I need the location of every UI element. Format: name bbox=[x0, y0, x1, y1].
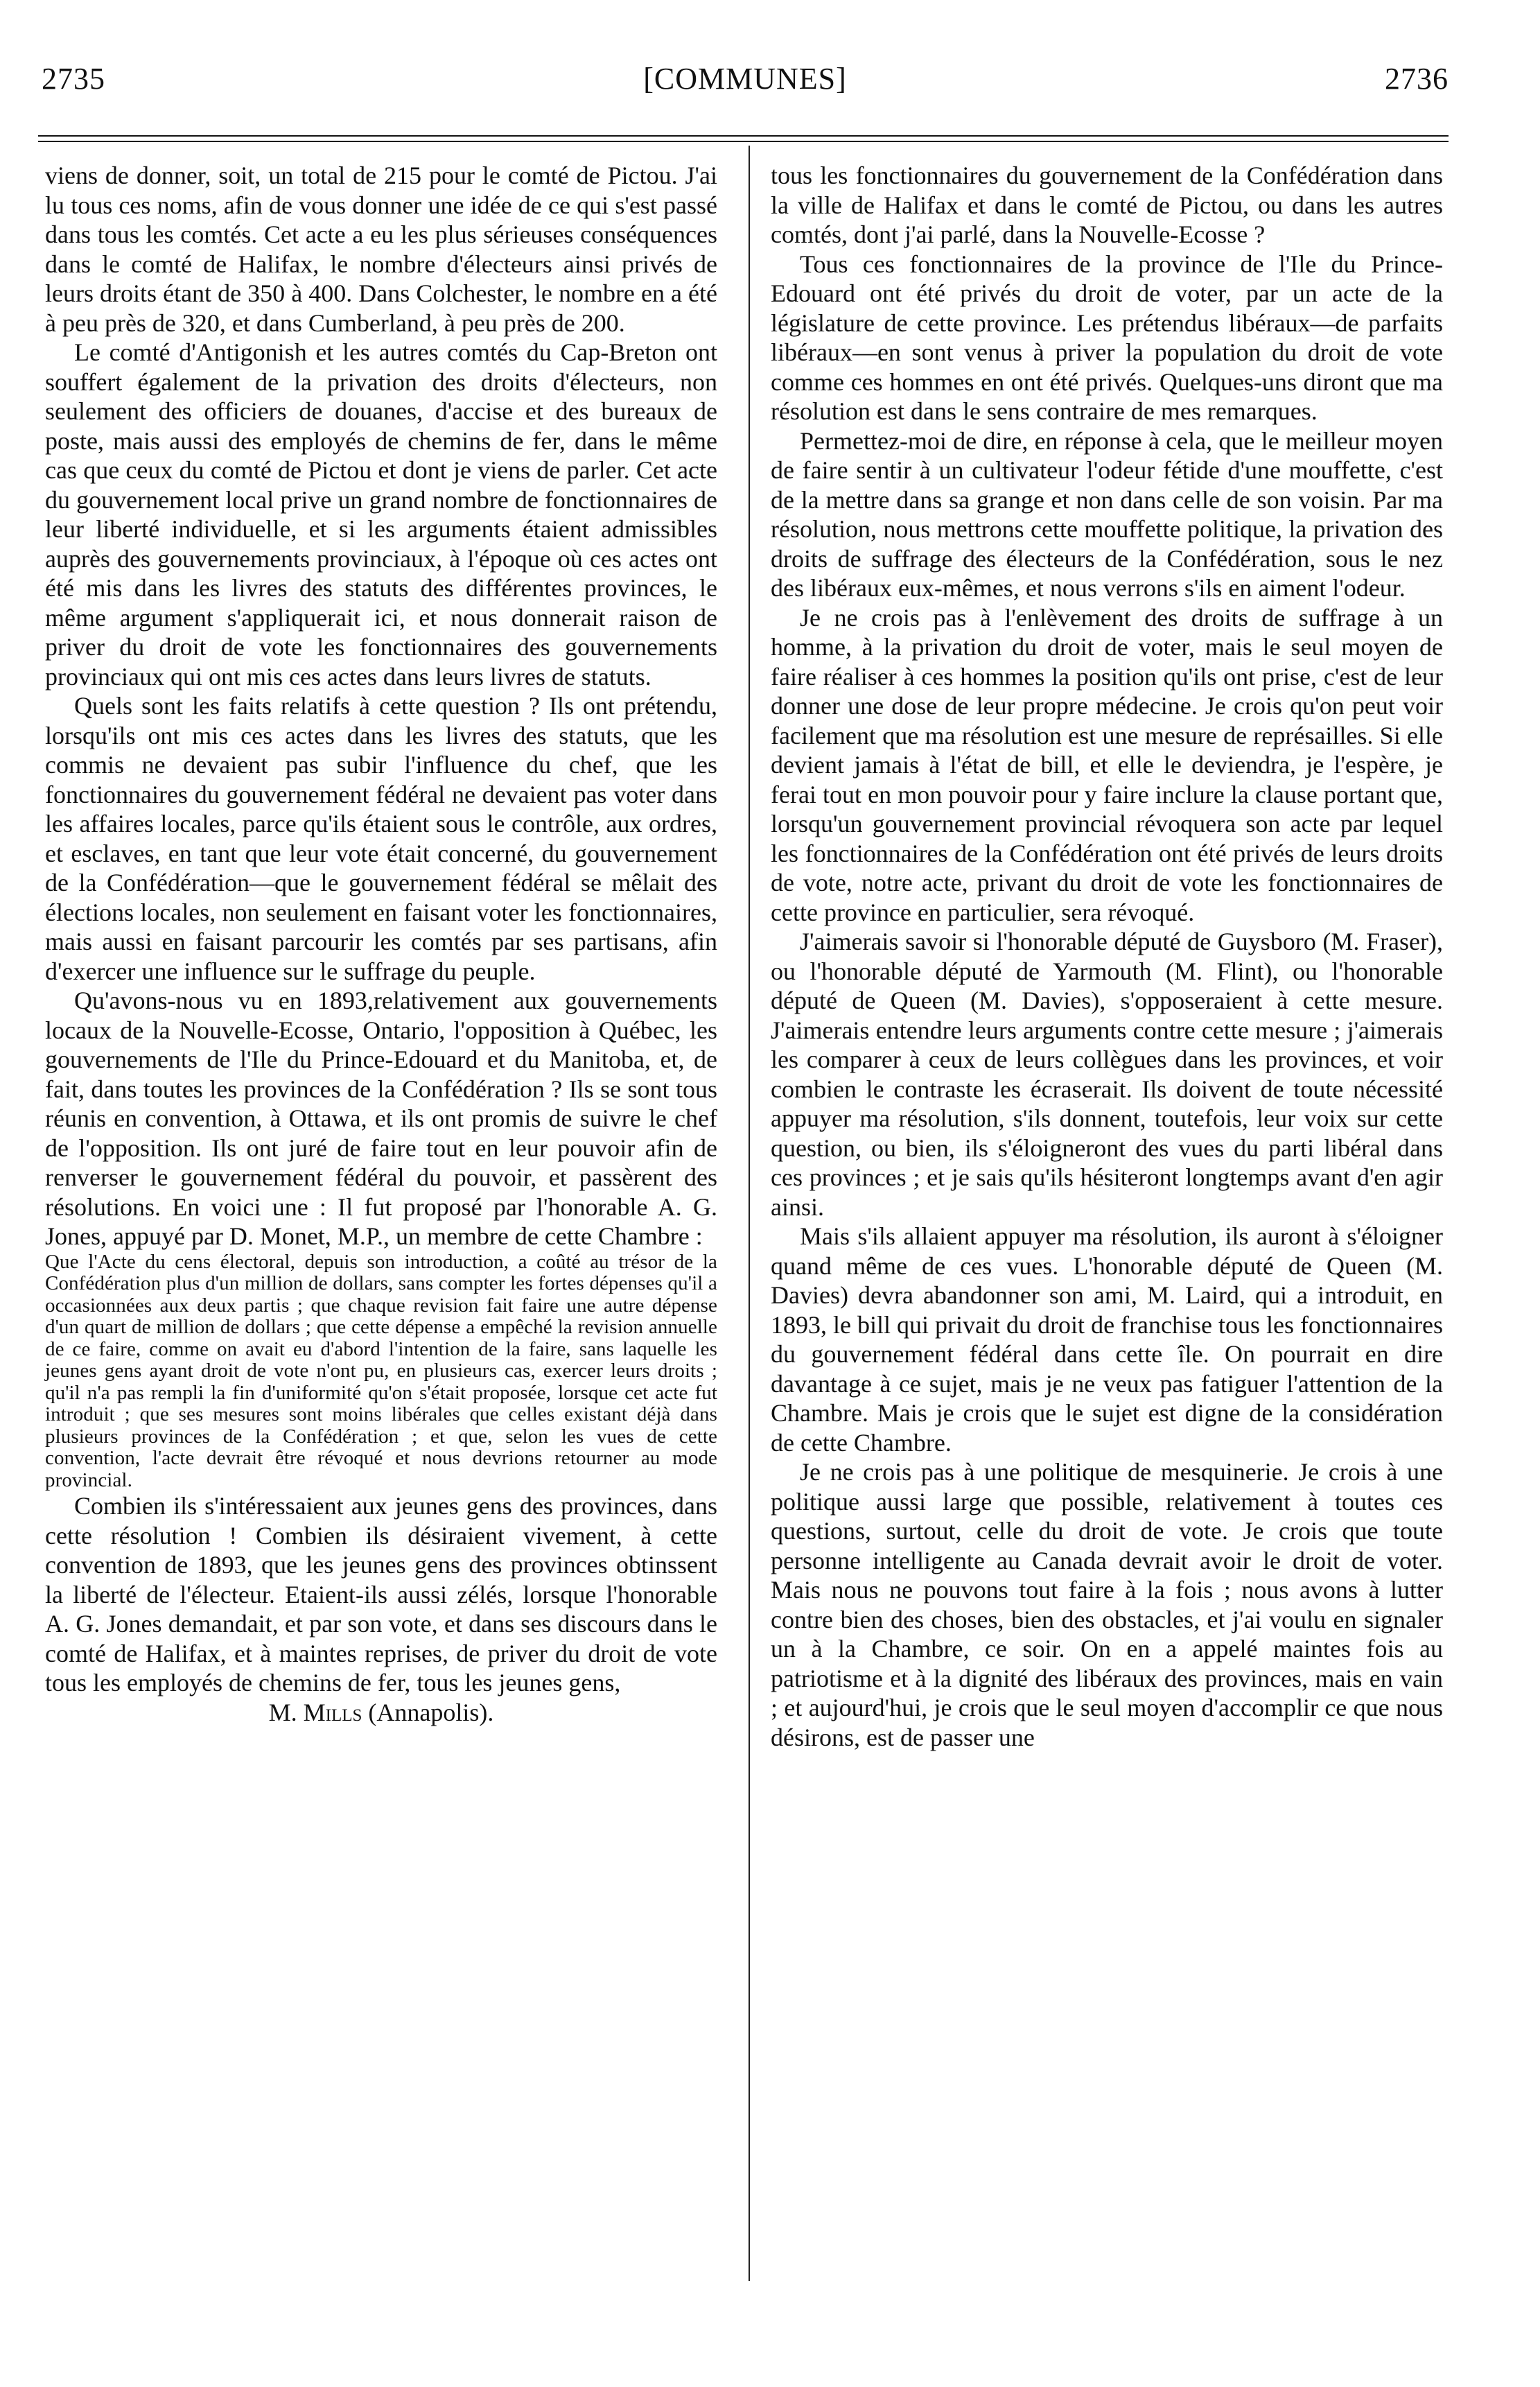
page-number-left: 2735 bbox=[42, 62, 105, 96]
right-column bbox=[771, 161, 1443, 1752]
speaker-signature bbox=[45, 1698, 717, 1728]
paragraph: Qu'avons-nous vu en 1893,relativement aux gouvernements locaux de la Nouvelle-Ecosse, Ontario, l'opposition à Québec, les gouvernements de l'Ile du Prince-Edouard et du Manitoba, et, de fait, dans toutes les provinces de la Confédération ? Ils se sont tous réunis en convention, à Ottawa, et ils ont promis de suivre le chef de l'opposition. Ils ont juré de faire tout en leur pouvoir afin de renverser le gouvernement fédéral du pouvoir, et passèrent des résolutions. En voici une : Il fut proposé par l'honorable A. G. Jones, appuyé par D. Monet, M.P., un membre de cette Chambre : bbox=[45, 987, 717, 1250]
paragraph: viens de donner, soit, un total de 215 pour le comté de Pictou. J'ai lu tous ces noms, afin de vous donner une idée de ce qui s'est passé dans tous les comtés. Cet acte a eu les plus sérieuses conséquences dans le comté de Halifax, le nombre d'électeurs ainsi privés de leurs droits étant de 350 à 400. Dans Colchester, le nombre en a été à peu près de 320, et dans Cumberland, à peu près de 200. bbox=[45, 162, 717, 337]
paragraph: Le comté d'Antigonish et les autres comtés du Cap-Breton ont souffert également de la privation des droits d'électeurs, non seulement des officiers de douanes, d'accise et des bureaux de poste, mais aussi des employés de chemins de fer, dans le même cas que ceux du comté de Pictou et dont je viens de parler. Cet acte du gouvernement local prive un grand nombre de fonctionnaires de leur liberté individuelle, et si les arguments étaient admissibles auprès des gouvernements provinciaux, à l'époque où ces actes ont été mis dans les livres des statuts des différentes provinces, le même argument s'appliquerait ici, et nous donnerait raison de priver du droit de vote les fonctionnaires des gouvernements provinciaux qui ont mis ces actes dans leurs livres de statuts. bbox=[45, 338, 717, 691]
paragraph: tous les fonctionnaires du gouvernement de la Confédération dans la ville de Halifax et dans le comté de Pictou, ou dans les autres comtés, dont j'ai parlé, dans la Nouvelle-Ecosse ? bbox=[771, 162, 1443, 248]
paragraph: Je ne crois pas à une politique de mesquinerie. Je crois à une politique aussi large que possible, relativement à toutes ces questions, surtout, celle du droit de vote. Je crois que toute personne intelligente au Canada devrait avoir le droit de voter. Mais nous ne pouvons tout faire à la fois ; nous avons à lutter contre bien des choses, bien des obstacles, et j'ai voulu en signaler un à la Chambre, ce soir. On en a appelé maintes fois au patriotisme et à la dignité des libéraux des provinces, mais en vain ; et aujourd'hui, je crois que le seul moyen d'accomplir ce que nous désirons, est de passer une bbox=[771, 1458, 1443, 1751]
quoted-resolution: Que l'Acte du cens électoral, depuis son introduction, a coûté au trésor de la Confédération plus d'un million de dollars, sans compter les fortes dépenses qu'il a occasionnées aux deux partis ; que chaque revision fait faire une autre dépense d'un quart de million de dollars ; que cette dépense a empêché la revision annuelle de ce faire, comme on avait eu d'abord l'intention de la faire, sans laquelle les jeunes gens ayant droit de vote n'ont pu, en plusieurs cas, exercer leurs droits ; qu'il n'a pas rempli la fin d'uniformité qu'on s'était proposée, lorsque cet acte fut introduit ; que ses mesures sont moins libérales que celles existant déjà dans plusieurs provinces de la Confédération ; et que, selon les vues de cette convention, l'acte devrait être révoqué et nous devrions retourner au mode provincial. bbox=[45, 1250, 717, 1491]
left-column bbox=[45, 161, 717, 1727]
running-title: [COMMUNES] bbox=[643, 62, 847, 96]
paragraph: Tous ces fonctionnaires de la province de l'Ile du Prince-Edouard ont été privés du droit de voter, par un acte de la législature de cette province. Les prétendus libéraux—de parfaits libéraux—en sont venus à priver la population du droit de vote comme ces hommes en ont été privés. Quelques-uns diront que ma résolution est dans le sens contraire de mes remarques. bbox=[771, 250, 1443, 425]
paragraph: Combien ils s'intéressaient aux jeunes gens des provinces, dans cette résolution ! Combien ils désiraient vivement, à cette convention de 1893, que les jeunes gens des provinces obtinssent la liberté de l'électeur. Etaient-ils aussi zélés, lorsque l'honorable A. G. Jones demandait, et par son vote, et dans ses discours dans le comté de Halifax, et à maintes reprises, de priver du droit de vote tous les employés de chemins de fer, tous les jeunes gens, bbox=[45, 1492, 717, 1696]
speaker-riding: (Annapolis). bbox=[368, 1698, 494, 1726]
paragraph: J'aimerais savoir si l'honorable député de Guysboro (M. Fraser), ou l'honorable député de Yarmouth (M. Flint), ou l'honorable député de Queen (M. Davies), s'opposeraient à cette mesure. J'aimerais entendre leurs arguments contre cette mesure ; j'aimerais les comparer à ceux de leurs collègues dans les provinces, et voir combien le contraste les écraserait. Ils doivent de toute nécessité appuyer ma résolution, s'ils donnent, toutefois, leur voix sur cette question, ou bien, ils s'éloigneront des vues du parti libéral dans ces provinces ; et je sais qu'ils hésiteront longtemps avant d'en agir ainsi. bbox=[771, 928, 1443, 1221]
paragraph: Permettez-moi de dire, en réponse à cela, que le meilleur moyen de faire sentir à un cultivateur l'odeur fétide d'une mouffette, c'est de la mettre dans sa grange et non dans celle de son voisin. Par ma résolution, nous mettrons cette mouffette politique, la privation des droits de suffrage des électeurs de la Confédération, sous le nez des libéraux eux-mêmes, et nous verrons s'ils en aiment l'odeur. bbox=[771, 426, 1443, 602]
speaker-name: Mills bbox=[303, 1698, 362, 1726]
paragraph: Mais s'ils allaient appuyer ma résolution, ils auront à s'éloigner quand même de ces vues. L'honorable député de Queen (M. Davies) devra abandonner son ami, M. Laird, qui a introduit, en 1893, le bill qui privait du droit de franchise tous les fonctionnaires du gouvernement fédéral dans cette île. On pourrait en dire davantage à ce sujet, mais je ne veux pas fatiguer l'attention de la Chambre. Mais je crois que le sujet est digne de la considération de cette Chambre. bbox=[771, 1222, 1443, 1457]
column-divider bbox=[749, 146, 750, 2281]
signature-prefix: M. bbox=[268, 1698, 297, 1726]
paragraph: Quels sont les faits relatifs à cette question ? Ils ont prétendu, lorsqu'ils ont mis ces actes dans les livres des statuts, que les commis ne devaient pas subir l'influence du chef, que les fonctionnaires du gouvernement fédéral ne devaient pas voter dans les affaires locales, parce qu'ils étaient sous le contrôle, aux ordres, et esclaves, en tant que leur vote était concerné, du gouvernement de la Confédération—que le gouvernement fédéral se mêlait des élections locales, non seulement en faisant voter les fonctionnaires, mais aussi en faisant parcourir les comtés par ses partisans, afin d'exercer une influence sur le suffrage du peuple. bbox=[45, 692, 717, 985]
page-number-right: 2736 bbox=[1385, 62, 1449, 96]
header-double-rule bbox=[38, 135, 1449, 142]
paragraph: Je ne crois pas à l'enlèvement des droits de suffrage à un homme, à la privation du droit de voter, mais le seul moyen de faire réaliser à ces hommes la position qu'ils ont prise, c'est de leur donner une dose de leur propre médecine. Je crois qu'on peut voir facilement que ma résolution est une mesure de représailles. Si elle devient jamais à l'état de bill, et elle le deviendra, je l'espère, je ferai tout en mon pouvoir pour y faire inclure la clause portant que, lorsqu'un gouvernement provincial révoquera son acte par lequel les fonctionnaires de la Confédération ont été privés de leurs droits de vote, notre acte, privant du droit de vote les fonctionnaires de cette province en particulier, sera révoqué. bbox=[771, 603, 1443, 926]
page-header bbox=[42, 61, 1449, 103]
